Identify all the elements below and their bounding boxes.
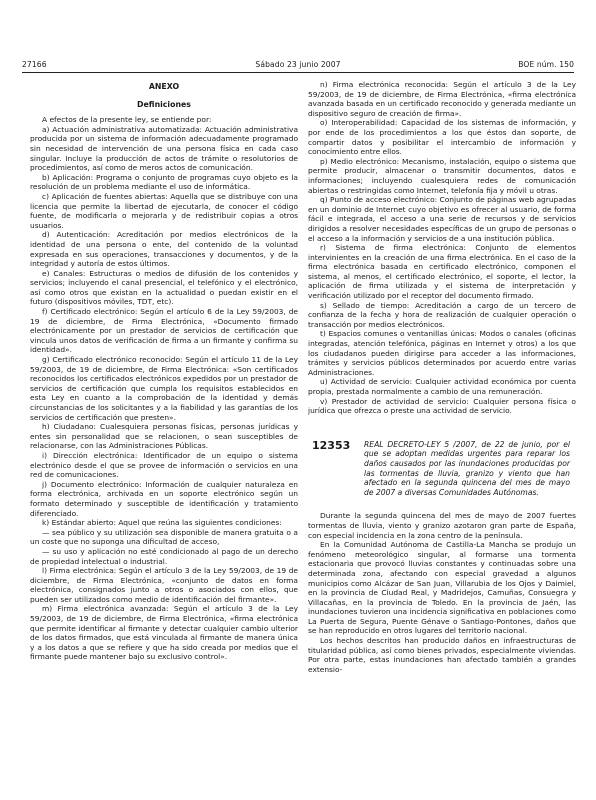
paragraph: a) Actuación administrativa automatizada: Actuación administrativa producida por un sistema de información adecuadamente programado sin necesidad de intervención de una persona física en cada caso singular. Incluye la producción de actos de trámite o resolutorios de procedimientos, así como de meros actos de comunicación. <box>30 124 298 173</box>
paragraph: r) Sistema de firma electrónica: Conjunto de elementos intervinientes en la creación de una firma electrónica. En el caso de la firma electrónica basada en certificado electrónico, componen el sistema, al menos, el certificado electrónico, el soporte, el lector, la aplicación de firma utilizada y el sistema de interpretación y verificación utilizado por el receptor del documento firmado. <box>308 243 576 301</box>
paragraph: q) Punto de acceso electrónico: Conjunto de páginas web agrupadas en un dominio de Internet cuyo objetivo es ofrecer al usuario, de forma fácil e integrada, el acceso a una serie de recursos y de servicios dirigidos a resolver necesidades específicas de un grupo de personas o el acceso a la información y servicios de a una institución pública. <box>308 195 576 243</box>
definitions-heading: Definiciones <box>137 99 191 109</box>
decree-number: 12353 <box>312 438 351 452</box>
paragraph: i) Dirección electrónica: Identificador de un equipo o sistema electrónico desde el que se provee de información o servicios en una red de comunicaciones. <box>30 450 298 480</box>
paragraph: — sea público y su utilización sea disponible de manera gratuita o a un coste que no suponga una dificultad de acceso, <box>30 527 298 547</box>
issue-number: BOE núm. 150 <box>518 60 574 69</box>
paragraph: En la Comunidad Autónoma de Castilla-La Mancha se produjo un fenómeno meteorológico singular, al formarse una tormenta estacionaria que provocó lluvias constantes y continuadas sobre una determinada zona, afectando con especial gravedad a algunos municipios como Alcázar de San Juan, Villarubia de los Ojos y Daimiel, en la provincia de Ciudad Real, y Madridejos, Camuñas, Consuegra y Villacañas, en la provincia de Toledo. En la provincia de Jaén, las inundaciones tuvieron una incidencia significativa en poblaciones como La Puerta de Segura, Puente Génave o Santiago-Pontones, daños que se han reproducido en otros lugares del territorio nacional. <box>308 540 576 636</box>
paragraph: d) Autenticación: Acreditación por medios electrónicos de la identidad de una persona o ente, del contenido de la voluntad expresada en sus operaciones, transacciones y documentos, y de la integridad y autoría de estos últimos. <box>30 230 298 269</box>
header-rule <box>22 72 574 73</box>
paragraph: t) Espacios comunes o ventanillas únicas: Modos o canales (oficinas integradas, atención telefónica, páginas en Internet y otros) a los que los ciudadanos pueden dirigirse para acceder a las informaciones, trámites y servicios públicos determinados por acuerdo entre varias Administraciones. <box>308 329 576 377</box>
right-column <box>308 80 576 674</box>
paragraph: l) Firma electrónica: Según el artículo 3 de la Ley 59/2003, de 19 de diciembre, de Firma Electrónica, «conjunto de datos en forma electrónica, consignados junto a otros o asociados con ellos, que pueden ser utilizados como medio de identificación del firmante». <box>30 566 298 604</box>
annex-heading: ANEXO <box>148 82 180 91</box>
decree-title: REAL DECRETO-LEY 5 /2007, de 22 de junio, por el que se adoptan medidas urgentes para reparar los daños causados por las inundaciones producidas por las tormentas de lluvia, granizo y viento que han afectado en la segunda quincena del mes de mayo de 2007 a diversas Comunidades Autónomas. <box>364 439 570 497</box>
decree-block <box>308 440 576 498</box>
page-number: 27166 <box>22 60 47 69</box>
paragraph: p) Medio electrónico: Mecanismo, instalación, equipo o sistema que permite producir, almacenar o transmitir documentos, datos e informaciones; incluyendo cualesquiera redes de comunicación abiertas o restringidas como Internet, telefonía fija y móvil u otras. <box>308 156 576 195</box>
paragraph: Los hechos descritos han producido daños en infraestructuras de titularidad pública, así como bienes privados, especialmente viviendas. Por otra parte, estas inundaciones han afectado también a grandes extensio- <box>308 636 576 674</box>
paragraph: b) Aplicación: Programa o conjunto de programas cuyo objeto es la resolución de un problema mediante el uso de informática. <box>30 172 298 192</box>
paragraph: s) Sellado de tiempo: Acreditación a cargo de un tercero de confianza de la fecha y hora de realización de cualquier operación o transacción por medios electrónicos. <box>308 300 576 329</box>
paragraph: u) Actividad de servicio: Cualquier actividad económica por cuenta propia, prestada normalmente a cambio de una remuneración. <box>308 377 576 396</box>
paragraph: g) Certificado electrónico reconocido: Según el artículo 11 de la Ley 59/2003, de 19 de diciembre, de Firma Electrónica: «Son certificados reconocidos los certificados electrónicos expedidos por un prestador de servicios de certificación que cumpla los requisitos establecidos en esta Ley en cuanto a la comprobación de la identidad y demás circunstancias de los solicitantes y a la fiabilidad y las garantías de los servicios de certificación que presten». <box>30 355 298 422</box>
paragraph: h) Ciudadano: Cualesquiera personas físicas, personas jurídicas y entes sin personalidad que se relacionen, o sean susceptibles de relacionarse, con las Administraciones Públicas. <box>30 422 298 451</box>
paragraph: — su uso y aplicación no esté condicionado al pago de un derecho de propiedad intelectual o industrial. <box>30 546 298 566</box>
paragraph: v) Prestador de actividad de servicio: Cualquier persona física o jurídica que ofrezca o preste una actividad de servicio. <box>308 396 576 416</box>
paragraph: e) Canales: Estructuras o medios de difusión de los contenidos y servicios; incluyendo el canal presencial, el telefónico y el electrónico, así como otros que existan en la actualidad o puedan existir en el futuro (dispositivos móviles, TDT, etc). <box>30 268 298 307</box>
paragraph: A efectos de la presente ley, se entiende por: <box>42 115 212 125</box>
paragraph: m) Firma electrónica avanzada: Según el artículo 3 de la Ley 59/2003, de 19 de diciembre, de Firma Electrónica, «firma electrónica que permite identificar al firmante y detectar cualquier cambio ulterior de los datos firmados, que está vinculada al firmante de manera única y a los datos a que se refiere y que ha sido creada por medios que el firmante puede mantener bajo su exclusivo control». <box>30 604 298 662</box>
paragraph: f) Certificado electrónico: Según el artículo 6 de la Ley 59/2003, de 19 de diciembre, de Firma Electrónica, «Documento firmado electrónicamente por un prestador de servicios de certificación que vincula unos datos de verificación de firma a un firmante y confirma su identidad». <box>30 307 298 355</box>
paragraph: k) Estándar abierto: Aquel que reúna las siguientes condiciones: <box>42 518 282 528</box>
paragraph: n) Firma electrónica reconocida: Según el artículo 3 de la Ley 59/2003, de 19 de diciembre, de Firma Electrónica, «firma electrónica avanzada basada en un certificado reconocido y generada mediante un dispositivo seguro de creación de firma». <box>308 80 576 118</box>
issue-date: Sábado 23 junio 2007 <box>255 60 341 69</box>
paragraph: j) Documento electrónico: Información de cualquier naturaleza en forma electrónica, archivada en un soporte electrónico según un formato determinado y susceptible de identificación y tratamiento diferenciado. <box>30 479 298 518</box>
left-column <box>30 80 298 662</box>
paragraph: Durante la segunda quincena del mes de mayo de 2007 fuertes tormentas de lluvia, viento y granizo azotaron gran parte de España, con especial incidencia en la zona centro de la península. <box>308 511 576 540</box>
paragraph: c) Aplicación de fuentes abiertas: Aquella que se distribuye con una licencia que permite la libertad de ejecutarla, de conocer el código fuente, de modificarla o mejorarla y de redistribuir copias a otros usuarios. <box>30 191 298 230</box>
paragraph: o) Interoperabilidad: Capacidad de los sistemas de información, y por ende de los procedimientos a los que éstos dan soporte, de compartir datos y posibilitar el intercambio de información y conocimiento entre ellos. <box>308 118 576 157</box>
